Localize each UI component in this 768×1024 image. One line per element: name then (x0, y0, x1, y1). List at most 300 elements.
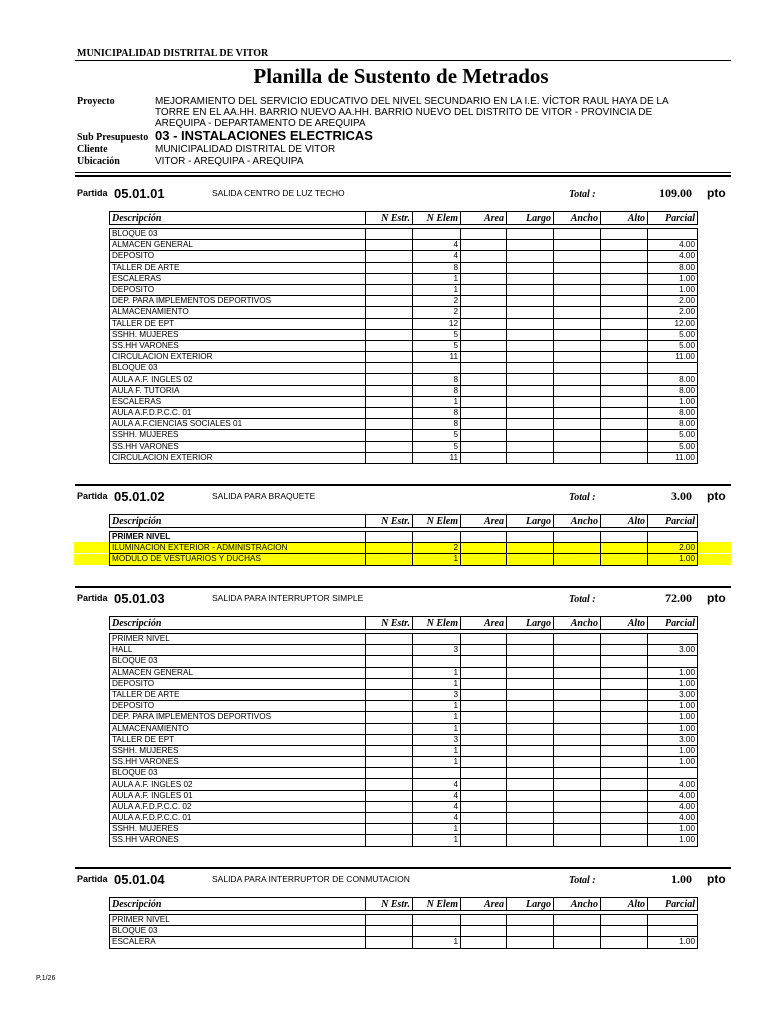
total-label: Total : (569, 189, 596, 200)
cliente-label: Cliente (77, 144, 108, 155)
row-empty-cell (554, 757, 601, 768)
column-header-table (109, 211, 698, 225)
column-header: Parcial (648, 898, 698, 911)
table-row (110, 757, 698, 768)
row-empty-cell (601, 835, 648, 846)
row-empty-cell (507, 229, 554, 240)
row-description: BLOQUE 03 (110, 229, 366, 240)
row-description: AULA A.F.CIENCIAS SOCIALES 01 (110, 419, 366, 430)
row-empty-cell (554, 307, 601, 318)
row-empty-cell (554, 441, 601, 452)
row-empty-cell (507, 363, 554, 374)
row-empty-cell (601, 532, 648, 543)
row-empty-cell (461, 813, 507, 824)
row-description: ALMACEN GENERAL (110, 240, 366, 251)
column-header: N Estr. (366, 617, 413, 630)
row-empty-cell (554, 835, 601, 846)
row-empty-cell (507, 296, 554, 307)
row-empty-cell (507, 937, 554, 948)
unit-label: pto (707, 489, 726, 503)
row-empty-cell (366, 352, 413, 363)
row-empty-cell (461, 645, 507, 656)
column-header: Area (461, 898, 507, 911)
row-description: SS.HH VARONES (110, 441, 366, 452)
row-empty-cell (554, 689, 601, 700)
row-parcial (648, 915, 698, 926)
row-n-elem: 1 (413, 824, 461, 835)
column-header: Ancho (554, 212, 601, 225)
partida-label: Partida (77, 491, 108, 501)
row-empty-cell (554, 385, 601, 396)
row-parcial (648, 634, 698, 645)
row-empty-cell (366, 296, 413, 307)
row-empty-cell (507, 251, 554, 262)
row-description: BLOQUE 03 (110, 656, 366, 667)
table-row (110, 229, 698, 240)
row-empty-cell (507, 543, 554, 554)
row-empty-cell (554, 352, 601, 363)
row-n-elem (413, 634, 461, 645)
table-row (110, 329, 698, 340)
partida-label: Partida (77, 874, 108, 884)
table-row (110, 396, 698, 407)
row-description: DEPOSITO (110, 284, 366, 295)
row-description: SSHH. MUJERES (110, 329, 366, 340)
table-row (110, 430, 698, 441)
row-empty-cell (601, 441, 648, 452)
row-empty-cell (601, 408, 648, 419)
partida-code: 05.01.02 (114, 489, 165, 504)
row-description: ESCALERAS (110, 396, 366, 407)
column-header-table (109, 897, 698, 911)
row-description: ESCALERAS (110, 273, 366, 284)
row-empty-cell (461, 790, 507, 801)
row-parcial: 1.00 (648, 723, 698, 734)
row-empty-cell (601, 430, 648, 441)
table-row (110, 240, 698, 251)
row-empty-cell (366, 307, 413, 318)
row-description: CIRCULACION EXTERIOR (110, 452, 366, 463)
table-row (110, 385, 698, 396)
row-parcial: 1.00 (648, 701, 698, 712)
row-empty-cell (366, 937, 413, 948)
table-row (110, 352, 698, 363)
row-n-elem: 8 (413, 408, 461, 419)
header-double-rule-top (75, 172, 731, 173)
row-description: DEPOSITO (110, 701, 366, 712)
row-empty-cell (461, 240, 507, 251)
row-description: AULA A.F. INGLES 01 (110, 790, 366, 801)
row-empty-cell (507, 813, 554, 824)
row-empty-cell (461, 340, 507, 351)
row-empty-cell (554, 678, 601, 689)
table-row (110, 678, 698, 689)
row-description: SSHH. MUJERES (110, 745, 366, 756)
row-n-elem: 1 (413, 835, 461, 846)
row-empty-cell (554, 452, 601, 463)
row-empty-cell (366, 329, 413, 340)
row-empty-cell (507, 734, 554, 745)
row-description: AULA F. TUTORIA (110, 385, 366, 396)
row-empty-cell (366, 824, 413, 835)
row-empty-cell (507, 634, 554, 645)
row-empty-cell (554, 813, 601, 824)
metrados-table (109, 531, 698, 566)
row-empty-cell (366, 634, 413, 645)
row-empty-cell (554, 363, 601, 374)
row-empty-cell (507, 318, 554, 329)
row-parcial: 5.00 (648, 340, 698, 351)
row-empty-cell (601, 723, 648, 734)
row-empty-cell (366, 926, 413, 937)
proyecto-label: Proyecto (77, 96, 115, 107)
row-n-elem: 2 (413, 296, 461, 307)
section-rule (75, 484, 731, 486)
row-n-elem: 4 (413, 790, 461, 801)
row-parcial (648, 532, 698, 543)
row-empty-cell (554, 701, 601, 712)
sub-presupuesto-value: 03 - INSTALACIONES ELECTRICAS (155, 128, 373, 143)
row-empty-cell (366, 396, 413, 407)
row-empty-cell (601, 745, 648, 756)
row-empty-cell (366, 441, 413, 452)
row-empty-cell (507, 532, 554, 543)
row-parcial: 1.00 (648, 284, 698, 295)
row-empty-cell (461, 251, 507, 262)
table-row (110, 262, 698, 273)
row-empty-cell (507, 329, 554, 340)
row-empty-cell (366, 790, 413, 801)
row-description: BLOQUE 03 (110, 926, 366, 937)
row-empty-cell (507, 352, 554, 363)
row-empty-cell (461, 543, 507, 554)
row-empty-cell (554, 634, 601, 645)
row-description: DEP. PARA IMPLEMENTOS DEPORTIVOS (110, 296, 366, 307)
column-header: Descripción (110, 617, 366, 630)
row-empty-cell (601, 734, 648, 745)
row-n-elem: 1 (413, 757, 461, 768)
row-description: CIRCULACION EXTERIOR (110, 352, 366, 363)
row-description: AULA A.F. INGLES 02 (110, 374, 366, 385)
row-n-elem: 3 (413, 645, 461, 656)
row-n-elem (413, 915, 461, 926)
row-empty-cell (601, 329, 648, 340)
table-row (110, 543, 698, 554)
row-parcial: 8.00 (648, 385, 698, 396)
row-empty-cell (601, 656, 648, 667)
row-empty-cell (461, 801, 507, 812)
row-empty-cell (461, 689, 507, 700)
row-empty-cell (554, 430, 601, 441)
metrados-table (109, 914, 698, 949)
row-empty-cell (601, 915, 648, 926)
row-empty-cell (507, 284, 554, 295)
row-empty-cell (601, 645, 648, 656)
row-n-elem (413, 229, 461, 240)
row-description: PRIMER NIVEL (110, 634, 366, 645)
row-empty-cell (366, 374, 413, 385)
row-description: HALL (110, 645, 366, 656)
row-empty-cell (366, 251, 413, 262)
row-empty-cell (461, 532, 507, 543)
row-description: MODULO DE VESTUARIOS Y DUCHAS (110, 554, 366, 565)
column-header: Parcial (648, 617, 698, 630)
row-description: TALLER DE ARTE (110, 262, 366, 273)
row-empty-cell (366, 678, 413, 689)
row-n-elem: 8 (413, 374, 461, 385)
row-parcial (648, 926, 698, 937)
table-row (110, 307, 698, 318)
row-empty-cell (601, 813, 648, 824)
row-empty-cell (601, 824, 648, 835)
column-header: Alto (601, 898, 648, 911)
row-empty-cell (461, 779, 507, 790)
row-description: DEPOSITO (110, 251, 366, 262)
row-empty-cell (366, 645, 413, 656)
row-empty-cell (601, 262, 648, 273)
column-header: Area (461, 617, 507, 630)
table-row (110, 723, 698, 734)
row-n-elem: 5 (413, 340, 461, 351)
row-empty-cell (366, 723, 413, 734)
row-empty-cell (507, 656, 554, 667)
table-row (110, 779, 698, 790)
row-empty-cell (507, 712, 554, 723)
row-parcial: 1.00 (648, 396, 698, 407)
table-row (110, 915, 698, 926)
row-description: AULA A.F.D.P.C.C. 02 (110, 801, 366, 812)
header-rule (75, 60, 731, 61)
row-empty-cell (366, 701, 413, 712)
row-empty-cell (461, 262, 507, 273)
row-empty-cell (601, 307, 648, 318)
row-empty-cell (366, 656, 413, 667)
row-parcial: 4.00 (648, 790, 698, 801)
row-parcial: 4.00 (648, 813, 698, 824)
row-empty-cell (461, 678, 507, 689)
row-empty-cell (554, 296, 601, 307)
row-empty-cell (366, 363, 413, 374)
row-empty-cell (366, 340, 413, 351)
row-empty-cell (461, 374, 507, 385)
row-description: AULA A.F. INGLES 02 (110, 779, 366, 790)
column-header-table (109, 616, 698, 630)
row-empty-cell (554, 779, 601, 790)
column-header: Descripción (110, 212, 366, 225)
row-empty-cell (461, 396, 507, 407)
row-empty-cell (461, 307, 507, 318)
column-header-table (109, 514, 698, 528)
row-n-elem: 8 (413, 262, 461, 273)
row-empty-cell (601, 757, 648, 768)
row-empty-cell (601, 801, 648, 812)
row-empty-cell (601, 363, 648, 374)
row-empty-cell (366, 745, 413, 756)
column-header: Ancho (554, 617, 601, 630)
table-row (110, 273, 698, 284)
column-header: Area (461, 212, 507, 225)
row-empty-cell (601, 790, 648, 801)
table-row (110, 296, 698, 307)
row-n-elem: 3 (413, 689, 461, 700)
row-empty-cell (507, 307, 554, 318)
row-empty-cell (366, 419, 413, 430)
row-n-elem: 2 (413, 543, 461, 554)
row-parcial: 1.00 (648, 678, 698, 689)
row-empty-cell (366, 385, 413, 396)
row-empty-cell (461, 757, 507, 768)
row-n-elem: 1 (413, 712, 461, 723)
table-row (110, 452, 698, 463)
table-row (110, 667, 698, 678)
table-row (110, 824, 698, 835)
page-title: Planilla de Sustento de Metrados (253, 64, 549, 88)
row-empty-cell (507, 441, 554, 452)
row-empty-cell (601, 712, 648, 723)
row-parcial: 3.00 (648, 689, 698, 700)
row-n-elem: 5 (413, 430, 461, 441)
table-row (110, 634, 698, 645)
table-row (110, 408, 698, 419)
row-description: ALMACENAMIENTO (110, 307, 366, 318)
row-empty-cell (601, 667, 648, 678)
row-empty-cell (507, 240, 554, 251)
column-header: Largo (507, 515, 554, 528)
table-row (110, 801, 698, 812)
row-n-elem: 1 (413, 667, 461, 678)
row-parcial: 4.00 (648, 779, 698, 790)
total-value: 3.00 (671, 489, 692, 503)
row-empty-cell (461, 712, 507, 723)
row-empty-cell (461, 452, 507, 463)
row-empty-cell (554, 543, 601, 554)
row-empty-cell (554, 273, 601, 284)
row-description: AULA A.F.D.P.C.C. 01 (110, 813, 366, 824)
row-empty-cell (366, 262, 413, 273)
row-n-elem: 4 (413, 813, 461, 824)
partida-label: Partida (77, 593, 108, 603)
row-empty-cell (554, 554, 601, 565)
row-empty-cell (601, 937, 648, 948)
table-row (110, 318, 698, 329)
column-header: Largo (507, 898, 554, 911)
row-empty-cell (554, 262, 601, 273)
proyecto-line-1: MEJORAMIENTO DEL SERVICIO EDUCATIVO DEL NIVEL SECUNDARIO EN LA I.E. VÍCTOR RAUL HAYA DE LA (155, 96, 669, 107)
row-parcial: 3.00 (648, 645, 698, 656)
row-empty-cell (507, 824, 554, 835)
row-parcial: 1.00 (648, 745, 698, 756)
row-parcial: 1.00 (648, 712, 698, 723)
row-empty-cell (601, 240, 648, 251)
row-parcial: 1.00 (648, 835, 698, 846)
row-n-elem (413, 768, 461, 779)
row-empty-cell (366, 801, 413, 812)
row-n-elem (413, 363, 461, 374)
row-n-elem: 1 (413, 554, 461, 565)
unit-label: pto (707, 591, 726, 605)
column-header: N Elem (413, 212, 461, 225)
row-empty-cell (507, 835, 554, 846)
row-n-elem: 1 (413, 678, 461, 689)
row-empty-cell (601, 689, 648, 700)
row-empty-cell (507, 723, 554, 734)
column-header: Parcial (648, 212, 698, 225)
row-empty-cell (366, 915, 413, 926)
row-parcial (648, 656, 698, 667)
table-row (110, 734, 698, 745)
cliente-value: MUNICIPALIDAD DISTRITAL DE VITOR (155, 144, 336, 155)
row-empty-cell (554, 318, 601, 329)
row-n-elem (413, 656, 461, 667)
row-empty-cell (366, 240, 413, 251)
column-header: Parcial (648, 515, 698, 528)
row-empty-cell (601, 768, 648, 779)
row-empty-cell (507, 396, 554, 407)
table-row (110, 554, 698, 565)
row-parcial: 2.00 (648, 543, 698, 554)
row-empty-cell (507, 419, 554, 430)
table-row (110, 419, 698, 430)
row-empty-cell (366, 532, 413, 543)
row-description: BLOQUE 03 (110, 363, 366, 374)
row-empty-cell (366, 757, 413, 768)
table-row (110, 441, 698, 452)
row-empty-cell (461, 363, 507, 374)
row-empty-cell (366, 734, 413, 745)
row-empty-cell (601, 396, 648, 407)
row-empty-cell (461, 915, 507, 926)
row-n-elem: 2 (413, 307, 461, 318)
row-empty-cell (601, 385, 648, 396)
row-empty-cell (461, 634, 507, 645)
row-empty-cell (554, 937, 601, 948)
row-parcial: 8.00 (648, 419, 698, 430)
row-empty-cell (601, 452, 648, 463)
table-row (110, 712, 698, 723)
row-n-elem: 4 (413, 251, 461, 262)
row-empty-cell (601, 634, 648, 645)
metrados-table (109, 228, 698, 464)
row-parcial: 11.00 (648, 452, 698, 463)
row-description: PRIMER NIVEL (110, 532, 366, 543)
row-empty-cell (601, 340, 648, 351)
row-empty-cell (461, 385, 507, 396)
row-empty-cell (601, 229, 648, 240)
row-description: BLOQUE 03 (110, 768, 366, 779)
column-header: Alto (601, 515, 648, 528)
row-n-elem: 5 (413, 441, 461, 452)
total-label: Total : (569, 492, 596, 503)
table-row (110, 656, 698, 667)
row-empty-cell (461, 768, 507, 779)
row-description: SS.HH VARONES (110, 340, 366, 351)
row-n-elem: 11 (413, 352, 461, 363)
column-header: N Elem (413, 515, 461, 528)
column-header: Alto (601, 617, 648, 630)
row-n-elem: 1 (413, 273, 461, 284)
row-empty-cell (461, 745, 507, 756)
table-row (110, 251, 698, 262)
row-empty-cell (366, 229, 413, 240)
row-description: SS.HH VARONES (110, 835, 366, 846)
row-parcial: 1.00 (648, 824, 698, 835)
table-row (110, 374, 698, 385)
row-empty-cell (507, 452, 554, 463)
row-empty-cell (461, 926, 507, 937)
partida-code: 05.01.01 (114, 186, 165, 201)
row-description: ALMACEN GENERAL (110, 667, 366, 678)
proyecto-line-2: TORRE EN EL AA.HH. BARRIO NUEVO AA.HH. BARRIO NUEVO DEL DISTRITO DE VITOR - PROVINCIA DE (155, 107, 653, 118)
